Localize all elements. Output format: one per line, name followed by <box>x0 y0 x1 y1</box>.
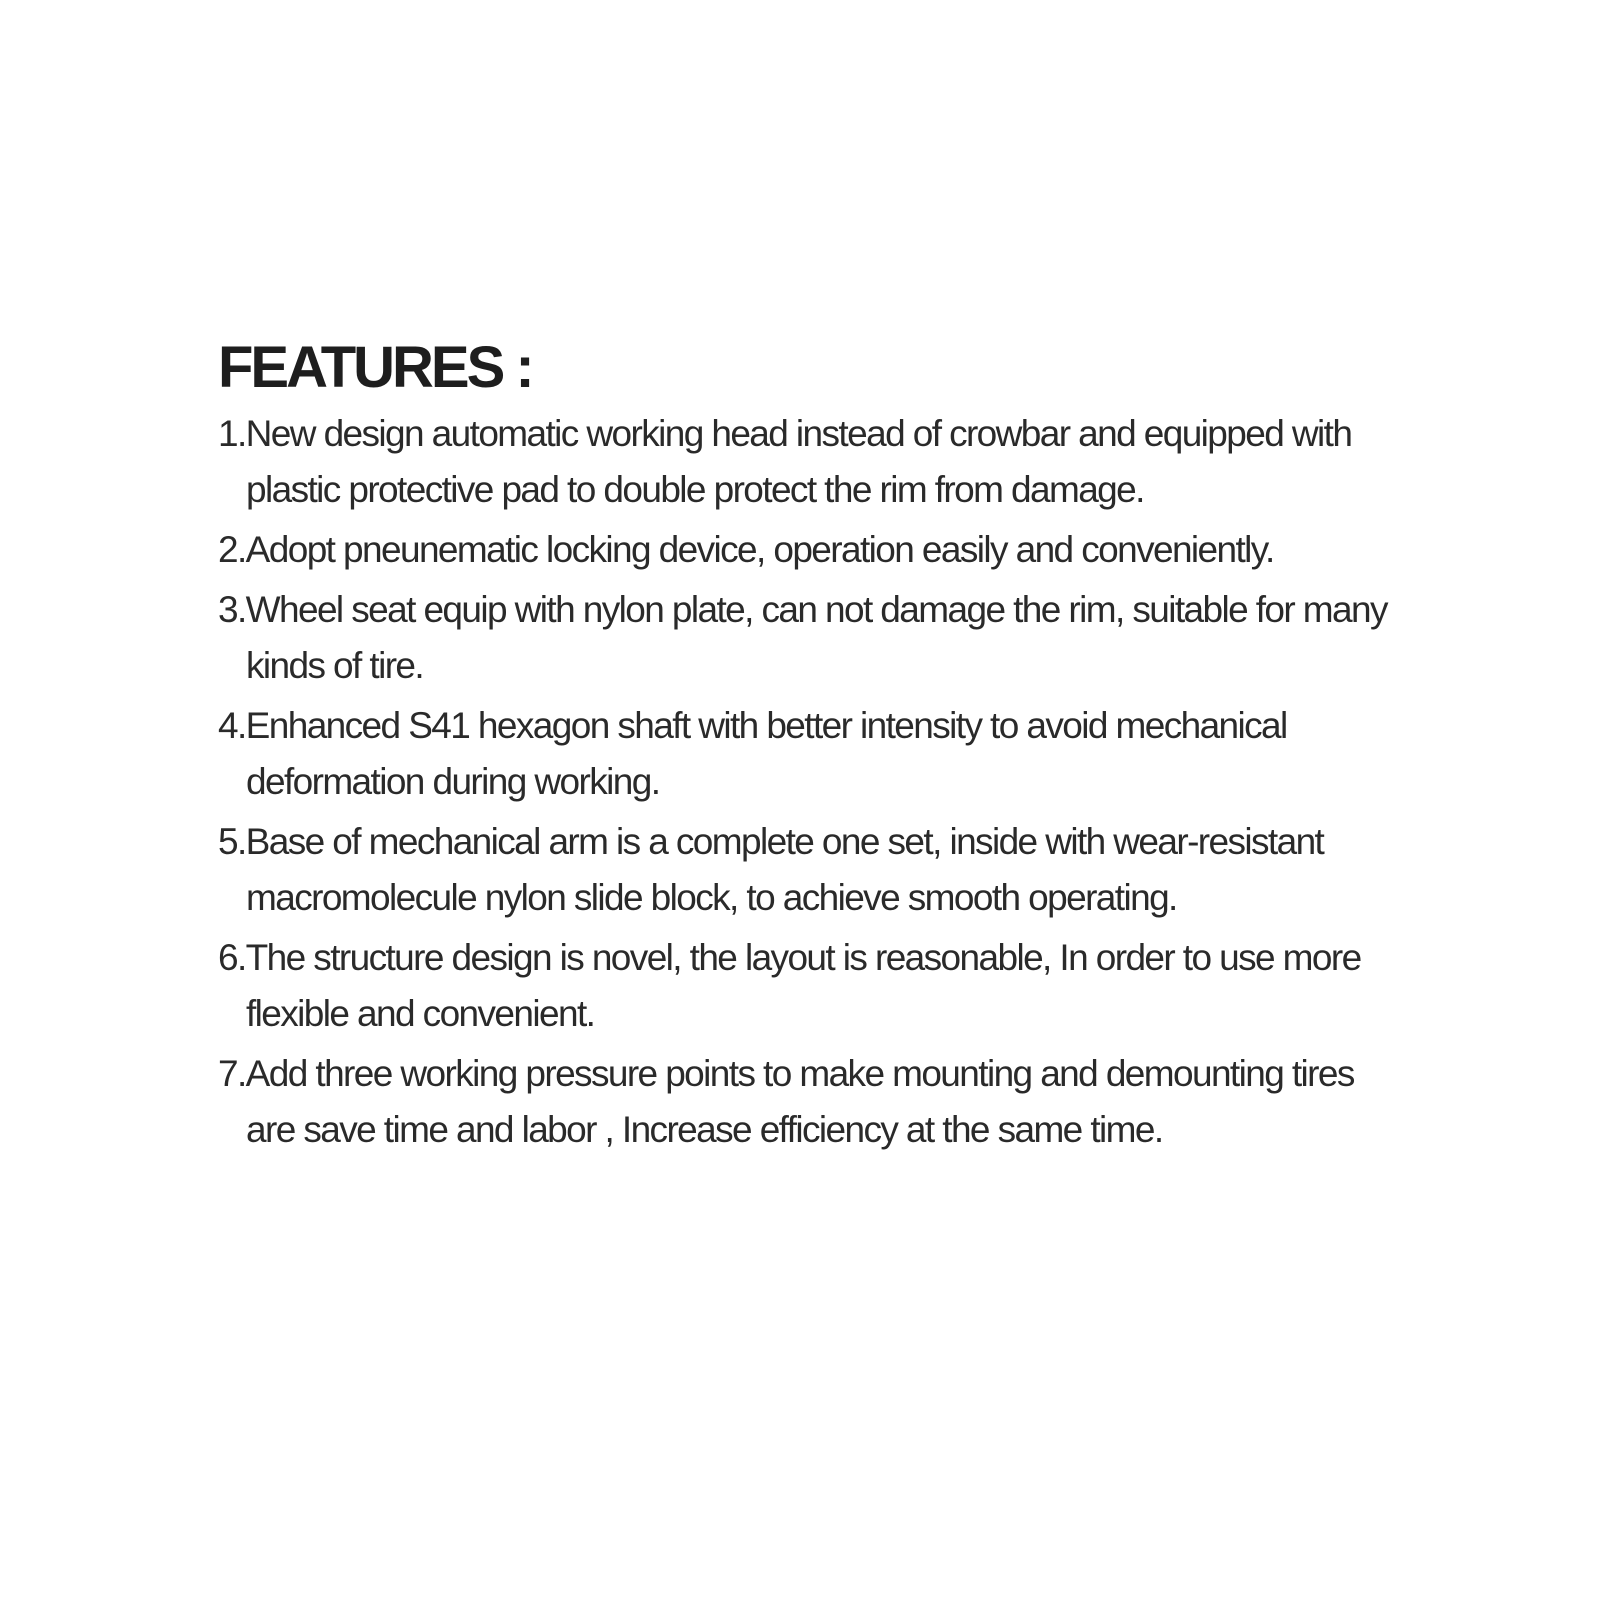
features-heading: FEATURES : <box>218 335 532 400</box>
feature-number: 4. <box>218 705 246 746</box>
feature-number: 7. <box>218 1053 246 1094</box>
feature-number: 1. <box>218 413 246 454</box>
feature-text: Enhanced S41 hexagon shaft with better intensity to avoid mechanical deformation during working. <box>245 705 1287 802</box>
feature-item-7 <box>218 1046 1398 1158</box>
feature-text: New design automatic working head instead of crowbar and equipped with plastic protective pad to double protect the rim from damage. <box>245 413 1352 510</box>
feature-number: 2. <box>218 529 246 570</box>
features-list <box>218 406 1398 1158</box>
feature-item-6 <box>218 930 1398 1042</box>
features-section <box>218 334 1398 1162</box>
feature-text: Adopt pneunematic locking device, operation easily and conveniently. <box>245 529 1274 570</box>
feature-number: 6. <box>218 937 246 978</box>
feature-number: 3. <box>218 589 246 630</box>
feature-text: Add three working pressure points to make mounting and demounting tires are save time and labor , Increase efficiency at the same time. <box>245 1053 1354 1150</box>
feature-item-1 <box>218 406 1398 518</box>
feature-number: 5. <box>218 821 246 862</box>
feature-item-2 <box>218 522 1398 578</box>
feature-text: Wheel seat equip with nylon plate, can not damage the rim, suitable for many kinds of tire. <box>245 589 1387 686</box>
feature-item-3 <box>218 582 1398 694</box>
feature-text: The structure design is novel, the layout is reasonable, In order to use more flexible and convenient. <box>245 937 1361 1034</box>
feature-item-5 <box>218 814 1398 926</box>
feature-item-4 <box>218 698 1398 810</box>
feature-text: Base of mechanical arm is a complete one set, inside with wear-resistant macromolecule nylon slide block, to achieve smooth operating. <box>245 821 1324 918</box>
